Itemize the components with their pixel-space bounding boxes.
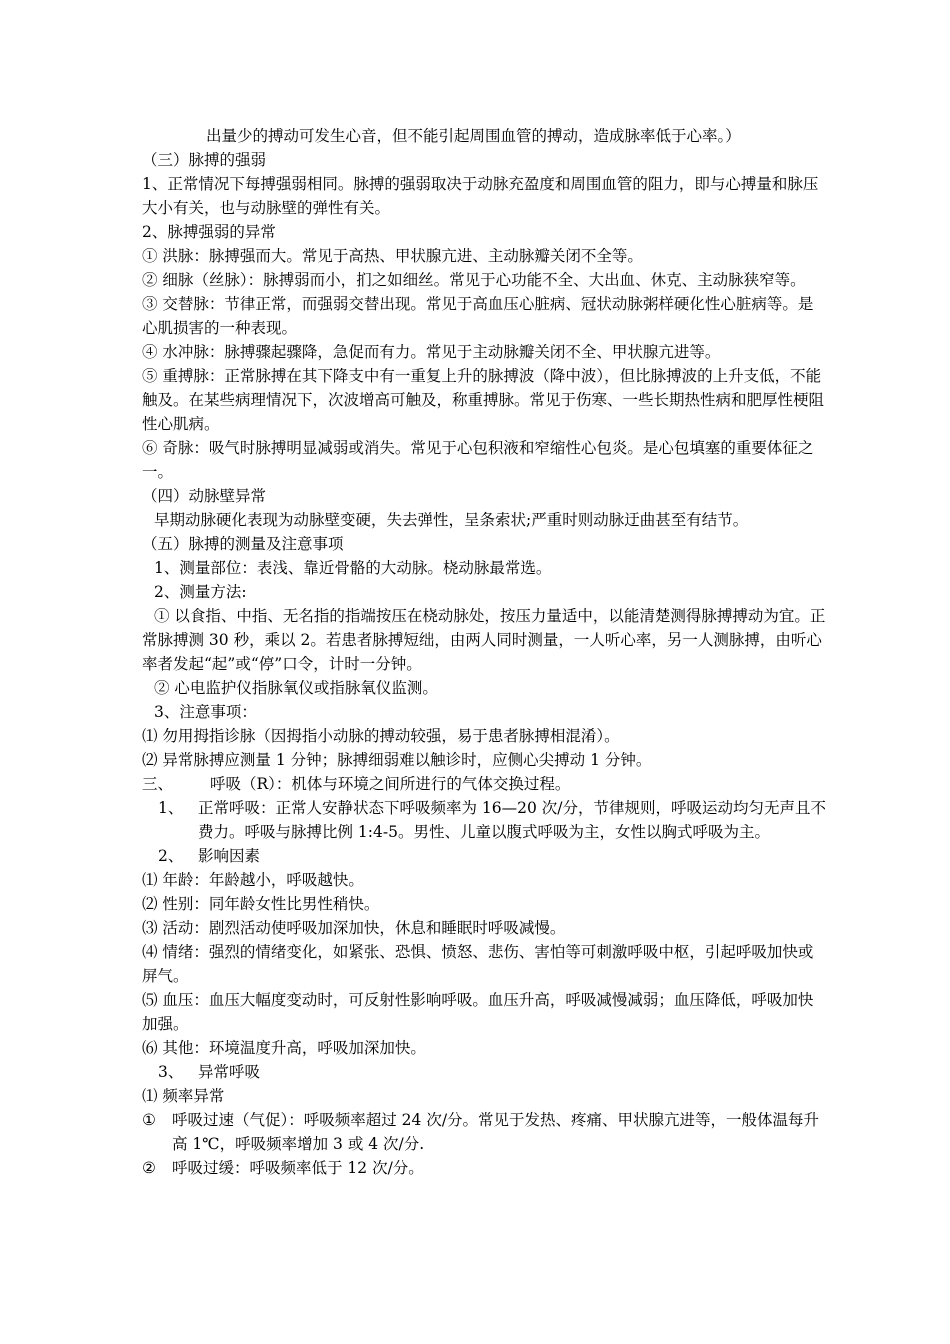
text-line: 出量少的搏动可发生心音，但不能引起周围血管的搏动，造成脉率低于心率。） (206, 127, 741, 145)
paragraph: ① 以食指、中指、无名指的指端按压在桡动脉处，按压力量适中，以能清楚测得脉搏搏动为宜。正常脉搏测 30 秒，乘以 2。若患者脉搏短绌，由两人同时测量，一人听心率，另一人测脉搏，由听心率者发起“起”或“停”口令，计时一分钟。 (142, 607, 826, 673)
list-item: 1、测量部位：表浅、靠近骨骼的大动脉。桡动脉最常选。 (154, 559, 552, 577)
list-item: ⑴ 年龄：年龄越小，呼吸越快。 (142, 871, 364, 889)
list-item: 2、测量方法: (154, 583, 247, 601)
list-item (142, 1156, 827, 1180)
list-item: ② 细脉（丝脉）：脉搏弱而小，扪之如细丝。常见于心功能不全、大出血、休克、主动脉狭窄等。 (142, 271, 806, 289)
paragraph: 1、正常情况下每搏强弱相同。脉搏的强弱取决于动脉充盈度和周围血管的阻力，即与心搏量和脉压大小有关，也与动脉壁的弹性有关。 (142, 175, 819, 217)
list-item: ① 洪脉：脉搏强而大。常见于高热、甲状腺亢进、主动脉瓣关闭不全等。 (142, 247, 643, 265)
item-number: 1、 (158, 799, 184, 817)
list-item: ⑸ 血压：血压大幅度变动时，可反射性影响呼吸。血压升高，呼吸减慢减弱；血压降低，呼吸加快加强。 (142, 991, 814, 1033)
list-item: ⑴ 勿用拇指诊脉（因拇指小动脉的搏动较强，易于患者脉搏相混淆）。 (142, 727, 620, 745)
list-item: ⑵ 性别：同年龄女性比男性稍快。 (142, 895, 380, 913)
list-item: ⑷ 情绪：强烈的情绪变化，如紧张、恐惧、愤怒、悲伤、害怕等可刺激呼吸中枢，引起呼吸加快或屏气。 (142, 943, 814, 985)
list-item: ⑤ 重搏脉：正常脉搏在其下降支中有一重复上升的脉搏波（降中波），但比脉搏波的上升支低，不能触及。在某些病理情况下，次波增高可触及，称重搏脉。常见于伤寒、一些长期热性病和肥厚性梗阻性心肌病。 (142, 367, 825, 433)
list-item (142, 1060, 827, 1084)
item-number: ② (142, 1159, 156, 1177)
list-item: ⑵ 异常脉搏应测量 1 分钟；脉搏细弱难以触诊时，应侧心尖搏动 1 分钟。 (142, 751, 652, 769)
document-body (142, 124, 827, 1180)
item-text: 影响因素 (198, 847, 261, 865)
list-item: 3、注意事项： (154, 703, 257, 721)
section-heading (142, 772, 827, 796)
list-item (142, 844, 827, 868)
list-item: ⑴ 频率异常 (142, 1087, 225, 1105)
list-item: ② 心电监护仪指脉氧仪或指脉氧仪监测。 (154, 679, 438, 697)
section-heading: （三）脉搏的强弱 (142, 151, 267, 169)
item-text: 正常呼吸：正常人安静状态下呼吸频率为 16—20 次/分，节律规则，呼吸运动均匀无声且不费力。呼吸与脉搏比例 1:4-5。男性、儿童以腹式呼吸为主，女性以胸式呼吸为主。 (198, 799, 827, 841)
section-heading: （五）脉搏的测量及注意事项 (142, 535, 344, 553)
list-item: ⑥ 奇脉：吸气时脉搏明显减弱或消失。常见于心包积液和窄缩性心包炎。是心包填塞的重要体征之一。 (142, 439, 814, 481)
item-number: 3、 (158, 1063, 184, 1081)
section-heading: （四）动脉壁异常 (142, 487, 267, 505)
item-text: 异常呼吸 (198, 1063, 261, 1081)
item-number: 2、 (158, 847, 184, 865)
paragraph: 早期动脉硬化表现为动脉壁变硬，失去弹性，呈条索状;严重时则动脉迂曲甚至有结节。 (154, 511, 749, 529)
list-item: ④ 水冲脉：脉搏骤起骤降，急促而有力。常见于主动脉瓣关闭不全、甲状腺亢进等。 (142, 343, 721, 361)
section-number: 三、 (142, 775, 174, 793)
list-item (142, 796, 827, 844)
list-item (142, 1108, 827, 1156)
section-title: 呼吸（R）：机体与环境之间所进行的气体交换过程。 (210, 775, 571, 793)
subheading: 2、脉搏强弱的异常 (142, 223, 276, 241)
list-item: ⑹ 其他：环境温度升高，呼吸加深加快。 (142, 1039, 426, 1057)
list-item: ③ 交替脉：节律正常，而强弱交替出现。常见于高血压心脏病、冠状动脉粥样硬化性心脏病等。是心肌损害的一种表现。 (142, 295, 814, 337)
list-item: ⑶ 活动：剧烈活动使呼吸加深加快，休息和睡眠时呼吸减慢。 (142, 919, 566, 937)
item-number: ① (142, 1111, 156, 1129)
item-text: 呼吸过速（气促）：呼吸频率超过 24 次/分。常见于发热、疼痛、甲状腺亢进等，一般体温每升高 1℃，呼吸频率增加 3 或 4 次/分. (172, 1111, 820, 1153)
item-text: 呼吸过缓：呼吸频率低于 12 次/分。 (172, 1159, 424, 1177)
